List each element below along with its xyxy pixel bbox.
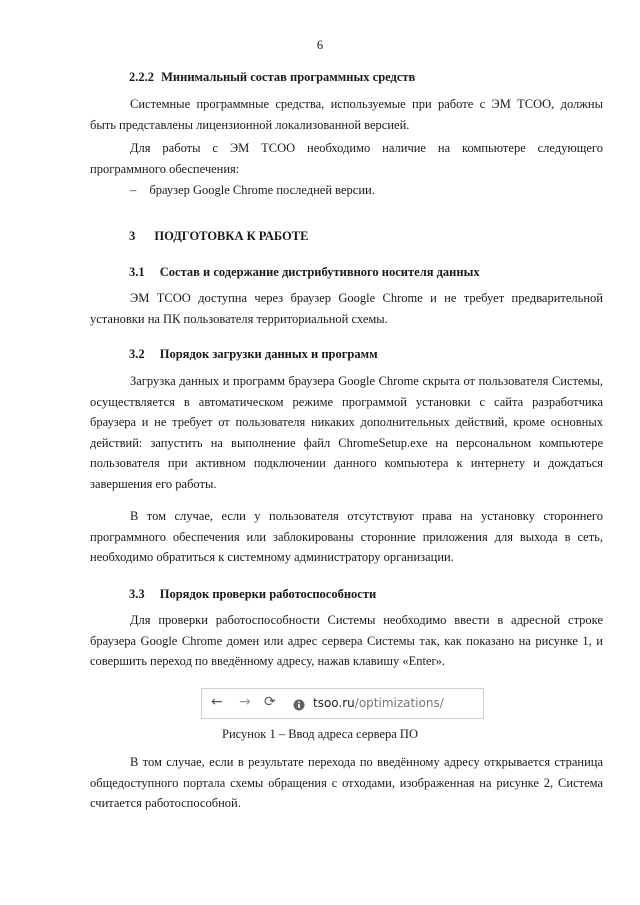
list-item xyxy=(130,183,375,198)
heading-number: 3.2 xyxy=(129,347,145,361)
site-info-icon[interactable] xyxy=(293,698,305,716)
paragraph-availability: ЭМ ТСОО доступна через браузер Google Chrome и не требует предварительной установки на ПК пользователя территориальной схемы. xyxy=(90,291,603,326)
heading-number: 3.3 xyxy=(129,587,145,601)
back-arrow-icon[interactable]: ← xyxy=(211,694,223,710)
paragraph-system-software: Системные программные средства, используемые при работе с ЭМ ТСОО, должны быть представлены лицензионной локализованной версией. xyxy=(90,97,603,132)
figure-address-bar xyxy=(201,688,484,719)
heading-3-1 xyxy=(129,265,480,280)
heading-2-2-2 xyxy=(129,70,415,85)
heading-number: 3.1 xyxy=(129,265,145,279)
paragraph-loading: Загрузка данных и программ браузера Google Chrome скрыта от пользователя Системы, осуществляется в автоматическом режиме программой установки с сайта разработчика браузера и не требует от пользователя никаких дополнительных действий, кроме основных действий: запустить на выполнение файл ChromeSetup.exe на персональном компьютере пользователя при активном подключении данного компьютера к интернету и дождаться завершения его работы. xyxy=(90,374,603,491)
page-number: 6 xyxy=(316,38,324,52)
paragraph-no-rights: В том случае, если у пользователя отсутствуют права на установку стороннего программного обеспечения или заблокированы сторонние приложения для выхода в сеть, необходимо обратиться к системному администратору организации. xyxy=(90,509,603,564)
url-path: /optimizations/ xyxy=(354,696,444,710)
heading-3-2 xyxy=(129,347,378,362)
heading-3 xyxy=(129,229,308,244)
reload-icon[interactable]: ⟳ xyxy=(264,694,276,710)
heading-title: Состав и содержание дистрибутивного носителя данных xyxy=(159,265,480,279)
heading-title: Порядок загрузки данных и программ xyxy=(159,347,378,361)
url-text[interactable] xyxy=(313,696,444,710)
forward-arrow-icon[interactable]: → xyxy=(239,694,251,710)
heading-title: ПОДГОТОВКА К РАБОТЕ xyxy=(154,229,309,243)
paragraph-check: Для проверки работоспособности Системы необходимо ввести в адресной строке браузера Google Chrome домен или адрес сервера Системы так, как показано на рисунке 1, и совершить переход по введённому адресу, нажав клавишу «Enter». xyxy=(90,613,603,668)
heading-title: Порядок проверки работоспособности xyxy=(159,587,377,601)
url-domain: tsoo.ru xyxy=(313,696,355,710)
list-item-text: браузер Google Chrome последней версии. xyxy=(149,183,375,197)
heading-number: 2.2.2 xyxy=(129,70,154,84)
paragraph-requirements: Для работы с ЭМ ТСОО необходимо наличие на компьютере следующего программного обеспечения: xyxy=(90,141,603,176)
heading-title: Минимальный состав программных средств xyxy=(161,70,416,84)
heading-3-3 xyxy=(129,587,376,602)
paragraph-result: В том случае, если в результате перехода по введённому адресу открывается страница общедоступного портала схемы обращения с отходами, изображенная на рисунке 2, Система считается работоспособной. xyxy=(90,755,603,810)
list-dash: – xyxy=(130,183,137,197)
heading-number: 3 xyxy=(129,229,136,243)
figure-caption: Рисунок 1 – Ввод адреса сервера ПО xyxy=(222,727,418,741)
